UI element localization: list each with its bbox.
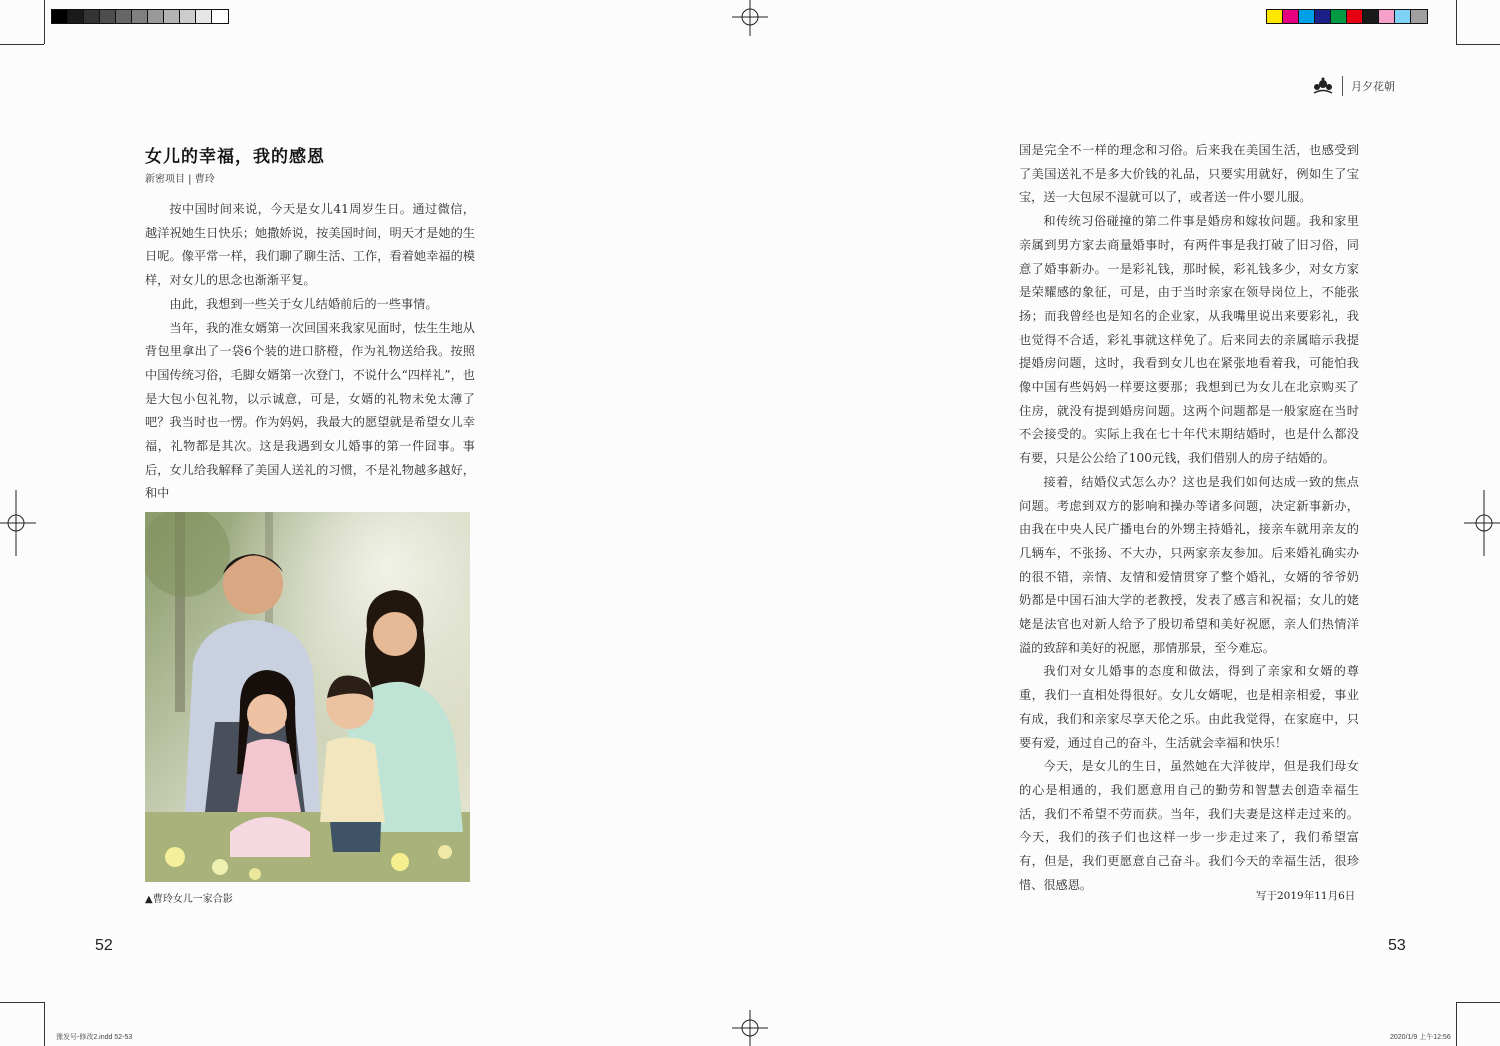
color-swatch [1267,10,1283,23]
color-swatch [1299,10,1315,23]
color-swatch [1379,10,1395,23]
article-signoff-date: 写于2019年11月6日 [1256,890,1356,902]
color-swatch [132,10,148,23]
color-swatch [100,10,116,23]
article-byline: 新密项目 | 曹玲 [145,174,215,185]
color-swatch [180,10,196,23]
paragraph: 按中国时间来说，今天是女儿41周岁生日。通过微信，越洋祝她生日快乐；她撒娇说，按美国时间，明天才是她的生日呢。像平常一样，我们聊了聊生活、工作，看着她幸福的模样，对女儿的思念也渐渐平复。 [145,202,475,288]
registration-mark-icon [732,0,768,36]
paragraph: 和传统习俗碰撞的第二件事是婚房和嫁妆问题。我和家里亲属到男方家去商量婚事时，有两件事是我打破了旧习俗，同意了婚事新办。一是彩礼钱，那时候，彩礼钱多少，对女方家是荣耀感的象征，可是，由于当时亲家在领导岗位上，不能张扬；而我曾经也是知名的企业家，从我嘴里说出来要彩礼，我也觉得不合适，彩礼事就这样免了。后来同去的亲属暗示我提提婚房问题，这时，我看到女儿也在紧张地看着我，可能怕我像中国有些妈妈一样要这要那；我想到已为女儿在北京购买了住房，就没有提到婚房问题。这两个问题都是一般家庭在当时不会接受的。实际上我在七十年代末期结婚时，也是什么都没有要，只是公公给了100元钱，我们借别人的房子结婚的。 [1019,214,1359,466]
process-color-bar [1266,9,1428,24]
color-swatch [68,10,84,23]
color-swatch [1411,10,1427,23]
paragraph: 由此，我想到一些关于女儿结婚前后的一些事情。 [169,296,438,311]
registration-mark-icon [1464,490,1500,556]
page-number-left: 52 [95,937,113,954]
left-column-text [145,198,475,506]
registration-mark-icon [0,490,36,556]
color-swatch [148,10,164,23]
color-swatch [52,10,68,23]
header-divider [1342,76,1343,96]
article-title: 女儿的幸福，我的感恩 [145,147,325,167]
timestamp-slug: 2020/1/9 上午12:56 [1390,1034,1451,1041]
color-swatch [1347,10,1363,23]
color-swatch [116,10,132,23]
photo-caption: ▲曹玲女儿一家合影 [145,894,233,905]
paragraph: 国是完全不一样的理念和习俗。后来我在美国生活，也感受到了美国送礼不是多大价钱的礼品，只要实用就好，例如生了宝宝，送一大包尿不湿就可以了，或者送一件小婴儿服。 [1019,143,1359,205]
paragraph: 接着，结婚仪式怎么办？这也是我们如何达成一致的焦点问题。考虑到双方的影响和操办等诸多问题，决定新事新办，由我在中央人民广播电台的外甥主持婚礼，接亲车就用亲友的几辆车，不张扬、不大办，只两家亲友参加。后来婚礼确实办的很不错，亲情、友情和爱情贯穿了整个婚礼，女婿的爷爷奶奶都是中国石油大学的老教授，发表了感言和祝福；女儿的姥姥是法官也对新人给予了殷切希望和美好祝愿，亲人们热情洋溢的致辞和美好的祝愿，那情那景，至今难忘。 [1019,474,1359,655]
color-swatch [196,10,212,23]
color-swatch [212,10,228,23]
color-swatch [1363,10,1379,23]
paragraph: 我们对女儿婚事的态度和做法，得到了亲家和女婿的尊重，我们一直相处得很好。女儿女婿呢，也是相亲相爱，事业有成，我们和亲家尽享天伦之乐。由此我觉得，在家庭中，只要有爱，通过自己的奋斗，生活就会幸福和快乐！ [1019,664,1359,750]
section-title: 月夕花朝 [1351,80,1395,93]
family-photo [145,512,470,882]
color-swatch [1283,10,1299,23]
flower-ornament-icon [1312,76,1334,96]
registration-mark-icon [732,1010,768,1046]
file-slug: 豫发号-修改2.indd 52-53 [56,1034,133,1041]
color-swatch [1331,10,1347,23]
page-number-right: 53 [1388,937,1406,954]
color-swatch [164,10,180,23]
paragraph: 今天，是女儿的生日，虽然她在大洋彼岸，但是我们母女的心是相通的，我们愿意用自己的勤劳和智慧去创造幸福生活，我们不希望不劳而获。当年，我们夫妻是这样走过来的。今天，我们的孩子们也这样一步一步走过来了，我们希望富有，但是，我们更愿意自己奋斗。我们今天的幸福生活，很珍惜、很感恩。 [1019,759,1359,892]
right-column-text [1019,139,1359,898]
running-header [1312,76,1395,96]
gray-color-bar [51,9,229,24]
color-swatch [1395,10,1411,23]
color-swatch [1315,10,1331,23]
color-swatch [84,10,100,23]
paragraph: 当年，我的准女婿第一次回国来我家见面时，怯生生地从背包里拿出了一袋6个装的进口脐橙，作为礼物送给我。按照中国传统习俗，毛脚女婿第一次登门，不说什么“四样礼”，也是大包小包礼物，以示诚意，可是，女婿的礼物未免太薄了吧？我当时也一愣。作为妈妈，我最大的愿望就是希望女儿幸福，礼物都是其次。这是我遇到女儿婚事的第一件囧事。事后，女儿给我解释了美国人送礼的习惯，不是礼物越多越好，和中 [145,320,475,501]
